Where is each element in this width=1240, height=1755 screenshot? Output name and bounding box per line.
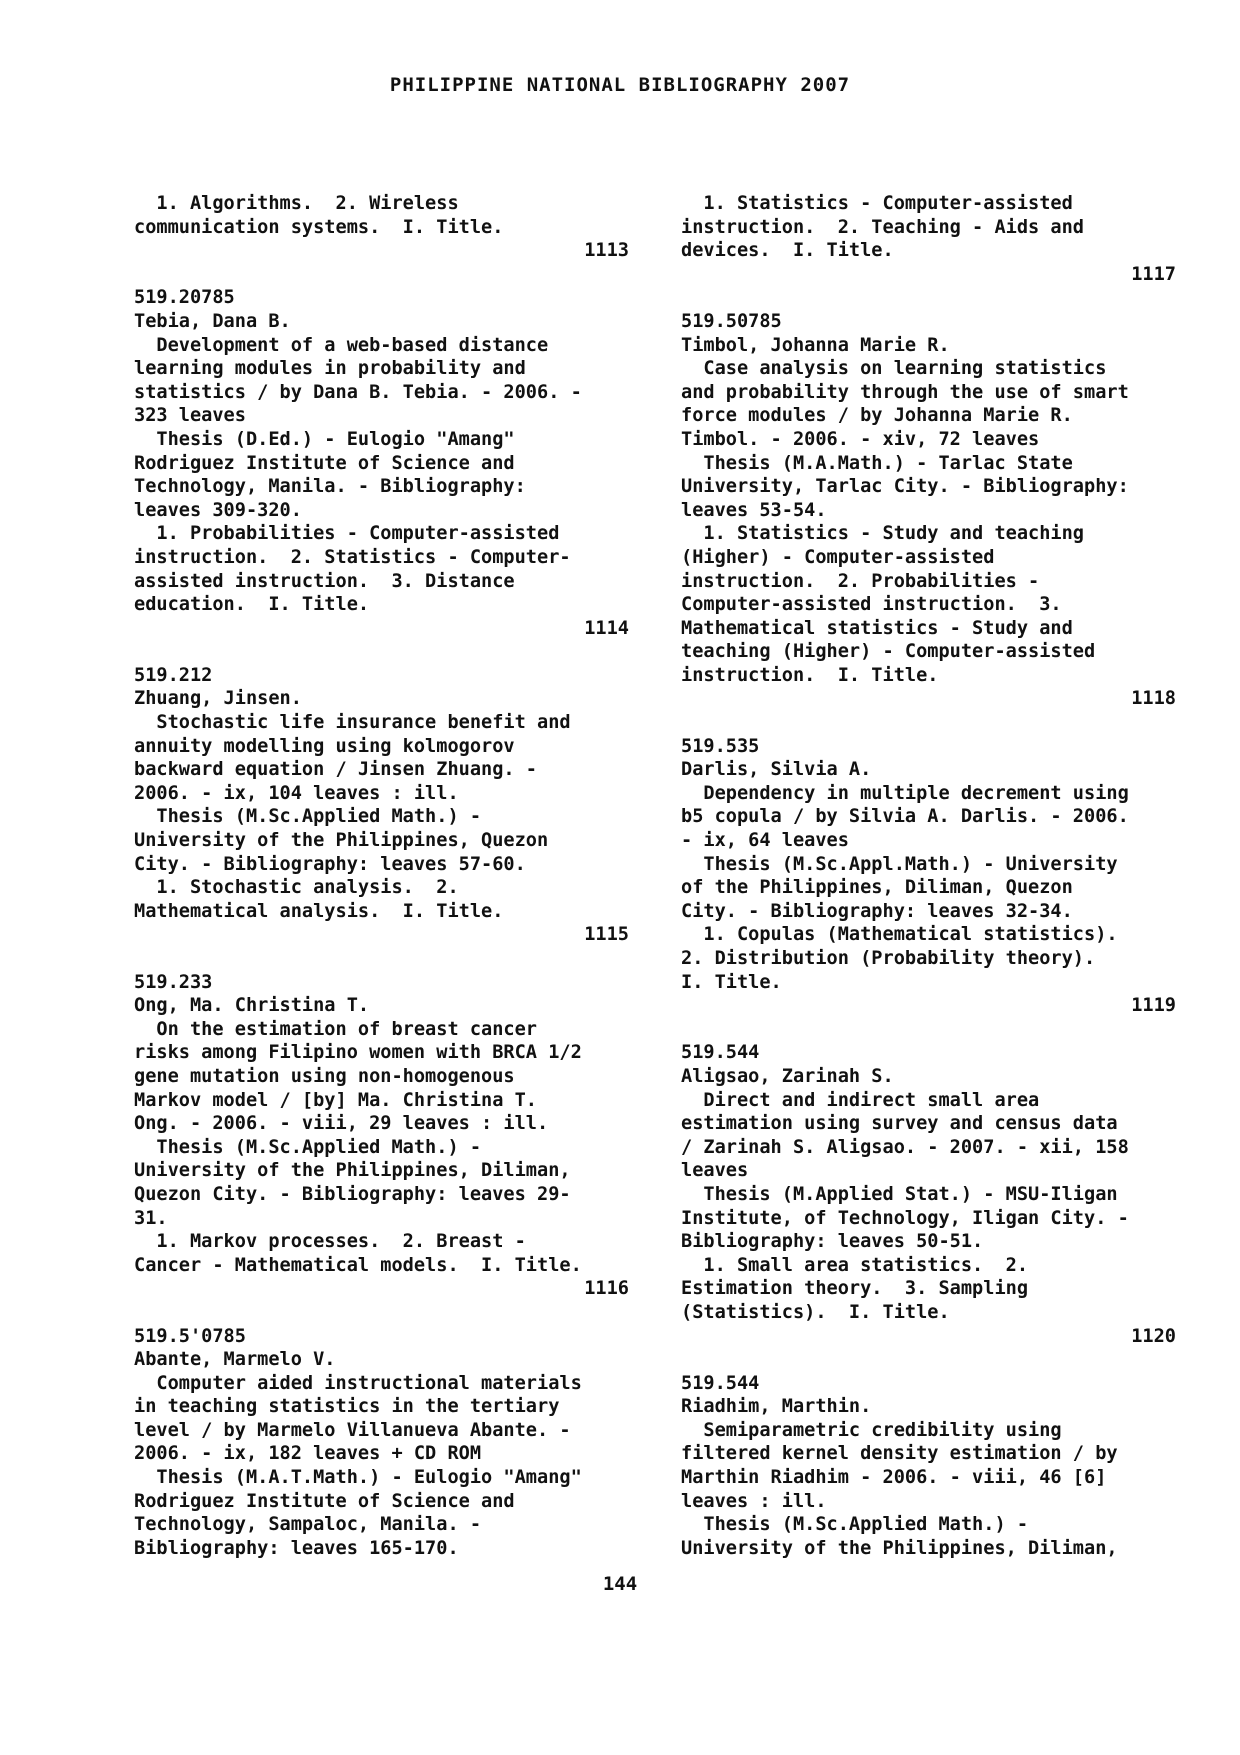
text-line: Computer aided instructional materials [134, 1372, 582, 1394]
text-line: (Statistics). I. Title. [681, 1301, 950, 1323]
text-line: level / by Marmelo Villanueva Abante. - [134, 1419, 571, 1441]
text-line: 31. [134, 1207, 168, 1229]
text-line: 1. Copulas (Mathematical statistics). [681, 924, 1118, 946]
text-line: filtered kernel density estimation / by [681, 1443, 1118, 1465]
text-line: Timbol, Johanna Marie R. [681, 334, 950, 356]
text-line: Rodriguez Institute of Science and [134, 452, 515, 474]
text-line: of the Philippines, Diliman, Quezon [681, 877, 1073, 899]
page-header: PHILIPPINE NATIONAL BIBLIOGRAPHY 2007 [389, 74, 851, 96]
text-line: Timbol. - 2006. - xiv, 72 leaves [681, 428, 1040, 450]
text-line: Quezon City. - Bibliography: leaves 29- [134, 1183, 571, 1205]
text-line: University of the Philippines, Diliman, [681, 1537, 1118, 1559]
text-line: instruction. 2. Probabilities - [681, 570, 1040, 592]
text-line: (Higher) - Computer-assisted [681, 546, 995, 568]
text-line: Cancer - Mathematical models. I. Title. [134, 1254, 582, 1276]
text-line: Bibliography: leaves 165-170. [134, 1537, 459, 1559]
text-line: Thesis (M.Sc.Applied Math.) - [134, 806, 482, 828]
text-line: assisted instruction. 3. Distance [134, 570, 515, 592]
text-line: 1. Small area statistics. 2. [681, 1254, 1029, 1276]
text-line: communication systems. I. Title. [134, 216, 504, 238]
text-line: leaves [681, 1160, 749, 1182]
text-line: instruction. 2. Statistics - Computer- [134, 546, 571, 568]
text-line: 2006. - ix, 182 leaves + CD ROM [134, 1443, 482, 1465]
text-line: 1. Stochastic analysis. 2. [134, 877, 459, 899]
text-line: City. - Bibliography: leaves 32-34. [681, 900, 1073, 922]
text-line: Development of a web-based distance [134, 334, 549, 356]
text-line: statistics / by Dana B. Tebia. - 2006. - [134, 381, 582, 403]
text-line: 1. Markov processes. 2. Breast - [134, 1231, 526, 1253]
text-line [134, 263, 629, 287]
text-line: - ix, 64 leaves [681, 830, 849, 852]
text-line: Aligsao, Zarinah S. [681, 1065, 894, 1087]
page-number: 144 [602, 1573, 638, 1595]
text-line [681, 1348, 1176, 1372]
text-line: Mathematical analysis. I. Title. [134, 900, 504, 922]
text-line: risks among Filipino women with BRCA 1/2 [134, 1042, 582, 1064]
text-line [681, 286, 1176, 310]
text-line: Computer-assisted instruction. 3. [681, 594, 1062, 616]
text-line: 519.544 [681, 1372, 760, 1394]
text-line: Ong. - 2006. - viii, 29 leaves : ill. [134, 1113, 549, 1135]
text-line: and probability through the use of smart [681, 381, 1129, 403]
text-line: Mathematical statistics - Study and [681, 617, 1073, 639]
text-line: b5 copula / by Silvia A. Darlis. - 2006. [681, 806, 1129, 828]
text-line: instruction. I. Title. [681, 664, 939, 686]
entry-number: 1113 [584, 240, 629, 262]
text-line: 519.20785 [134, 287, 235, 309]
text-line: education. I. Title. [134, 594, 370, 616]
text-line: learning modules in probability and [134, 358, 526, 380]
text-line [134, 640, 629, 664]
text-line: leaves 309-320. [134, 499, 302, 521]
text-line: leaves 53-54. [681, 499, 827, 521]
text-line: University of the Philippines, Diliman, [134, 1160, 571, 1182]
text-line [134, 1301, 629, 1325]
text-line: Thesis (M.Sc.Applied Math.) - [681, 1514, 1029, 1536]
text-line: Estimation theory. 3. Sampling [681, 1278, 1029, 1300]
text-line: Thesis (M.Sc.Appl.Math.) - University [681, 853, 1118, 875]
text-line: Thesis (D.Ed.) - Eulogio "Amang" [134, 428, 515, 450]
left-column [134, 192, 629, 1560]
text-line: Direct and indirect small area [681, 1089, 1040, 1111]
text-line: 2. Distribution (Probability theory). [681, 948, 1096, 969]
text-line: Thesis (M.Sc.Applied Math.) - [134, 1136, 482, 1158]
text-line: / Zarinah S. Aligsao. - 2007. - xii, 158 [681, 1136, 1129, 1158]
text-line: I. Title. [681, 971, 782, 993]
text-line: 1. Algorithms. 2. Wireless [134, 193, 459, 214]
text-line: City. - Bibliography: leaves 57-60. [134, 853, 526, 875]
entry-number: 1115 [584, 924, 629, 946]
text-line: 1. Statistics - Study and teaching [681, 523, 1084, 545]
text-line: in teaching statistics in the tertiary [134, 1396, 560, 1418]
entry-number: 1118 [1131, 688, 1176, 710]
text-line: annuity modelling using kolmogorov [134, 735, 515, 757]
text-line: On the estimation of breast cancer [134, 1018, 537, 1040]
text-line: estimation using survey and census data [681, 1113, 1118, 1135]
text-line: Case analysis on learning statistics [681, 358, 1107, 380]
text-line: Technology, Sampaloc, Manila. - [134, 1514, 482, 1536]
entry-number: 1116 [584, 1278, 629, 1300]
text-line: leaves : ill. [681, 1490, 827, 1512]
text-line: 519.212 [134, 664, 213, 686]
text-line: University, Tarlac City. - Bibliography: [681, 476, 1129, 498]
text-line: Thesis (M.A.Math.) - Tarlac State [681, 452, 1073, 474]
text-line: 519.233 [134, 971, 213, 993]
text-line: gene mutation using non-homogenous [134, 1065, 515, 1087]
text-line: force modules / by Johanna Marie R. [681, 405, 1073, 427]
text-line: Bibliography: leaves 50-51. [681, 1231, 984, 1253]
text-line: Zhuang, Jinsen. [134, 688, 302, 710]
text-line: 2006. - ix, 104 leaves : ill. [134, 782, 459, 804]
text-line: 1. Statistics - Computer-assisted [681, 193, 1073, 214]
right-column [681, 192, 1176, 1560]
text-line: 519.50785 [681, 310, 782, 332]
text-line: 1. Probabilities - Computer-assisted [134, 523, 560, 545]
text-line: University of the Philippines, Quezon [134, 830, 549, 852]
text-line: Thesis (M.Applied Stat.) - MSU-Iligan [681, 1183, 1118, 1205]
text-line: Technology, Manila. - Bibliography: [134, 476, 526, 498]
text-line: Abante, Marmelo V. [134, 1349, 336, 1371]
text-line: 519.535 [681, 735, 760, 757]
text-line [134, 947, 629, 971]
text-line: Dependency in multiple decrement using [681, 782, 1129, 804]
text-line: Thesis (M.A.T.Math.) - Eulogio "Amang" [134, 1467, 582, 1489]
text-line: teaching (Higher) - Computer-assisted [681, 641, 1096, 663]
text-line: Institute, of Technology, Iligan City. - [681, 1207, 1129, 1229]
text-line: Stochastic life insurance benefit and [134, 712, 571, 734]
text-line: Tebia, Dana B. [134, 310, 291, 332]
text-line: devices. I. Title. [681, 240, 894, 262]
text-line: Darlis, Silvia A. [681, 759, 872, 781]
text-line: Rodriguez Institute of Science and [134, 1490, 515, 1512]
text-line [681, 1018, 1176, 1042]
text-line: Semiparametric credibility using [681, 1419, 1062, 1441]
text-line: backward equation / Jinsen Zhuang. - [134, 759, 537, 781]
text-line: 519.544 [681, 1042, 760, 1064]
text-line: instruction. 2. Teaching - Aids and [681, 216, 1084, 238]
entry-number: 1120 [1131, 1325, 1176, 1347]
text-line: 519.5'0785 [134, 1325, 246, 1347]
entry-number: 1117 [1131, 263, 1176, 285]
text-line: Markov model / [by] Ma. Christina T. [134, 1089, 537, 1111]
entry-number: 1114 [584, 617, 629, 639]
text-line: Marthin Riadhim - 2006. - viii, 46 [6] [681, 1467, 1107, 1489]
text-line: 323 leaves [134, 405, 246, 427]
text-line [681, 711, 1176, 735]
entry-number: 1119 [1131, 995, 1176, 1017]
text-line: Ong, Ma. Christina T. [134, 995, 370, 1017]
text-line: Riadhim, Marthin. [681, 1396, 872, 1418]
